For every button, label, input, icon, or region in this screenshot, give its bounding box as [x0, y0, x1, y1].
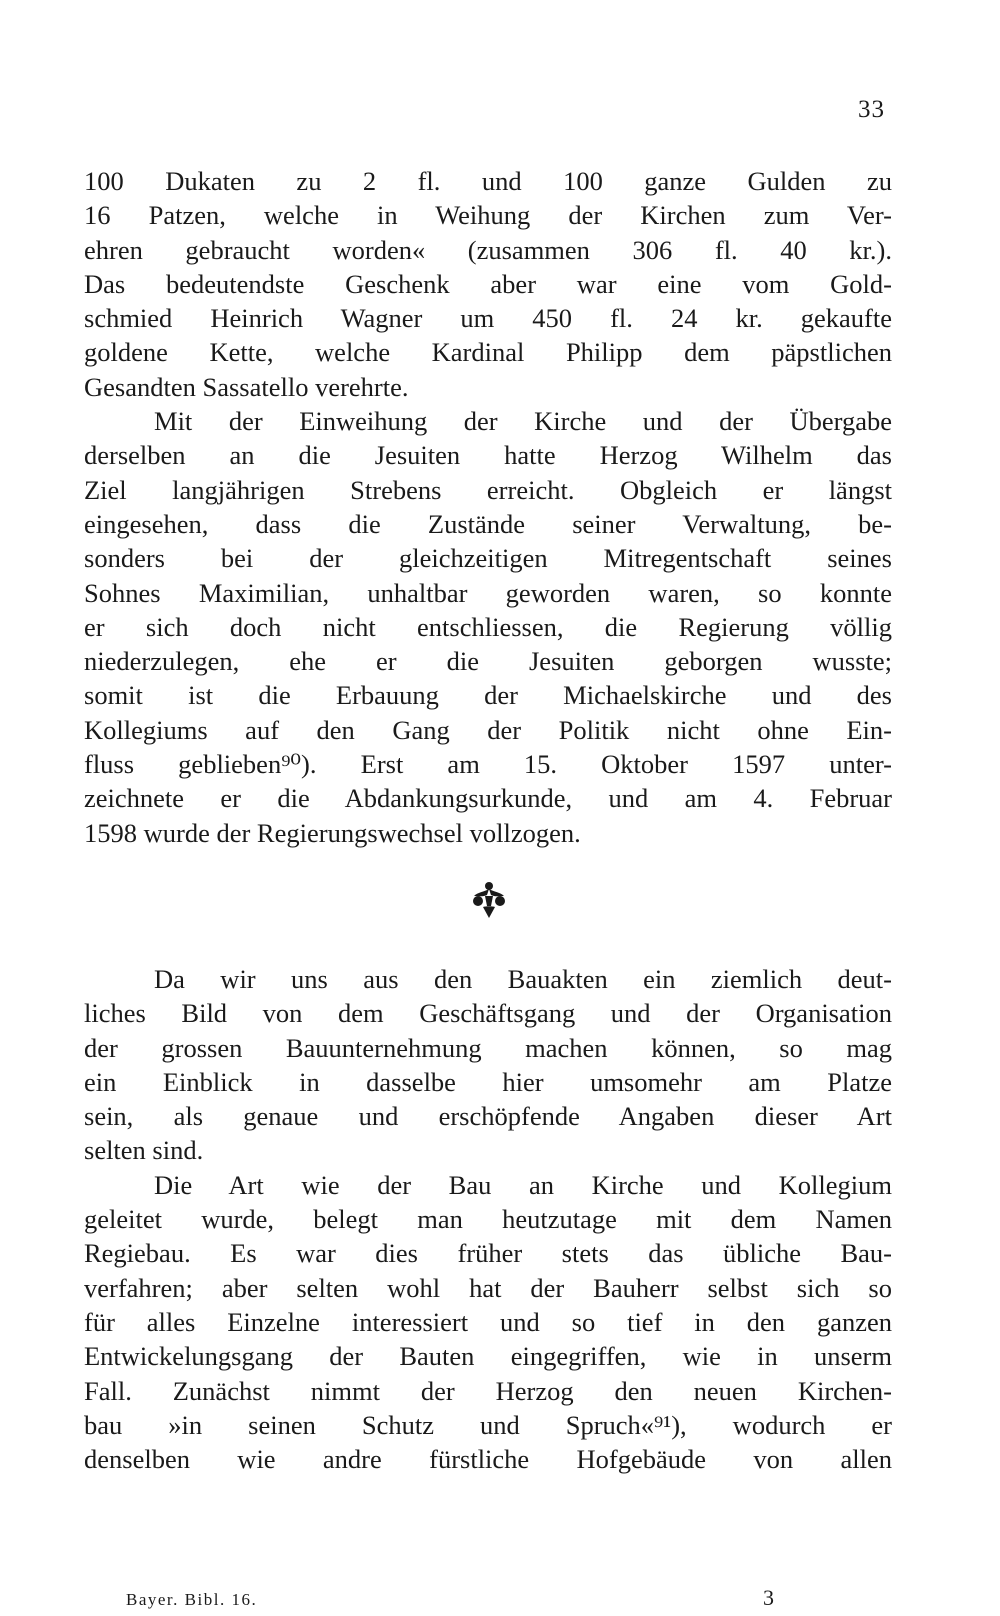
text-line: Regiebau. Es war dies früher stets das übliche Bau- [84, 1238, 892, 1269]
text-line: er sich doch nicht entschliessen, die Regierung völlig [84, 611, 892, 642]
text-line: bau »in seinen Schutz und Spruch«⁹¹), wodurch er [84, 1409, 892, 1440]
text-line: der grossen Bauunternehmung machen können, so mag [84, 1032, 892, 1063]
text-line: ehren gebraucht worden« (zusammen 306 fl. 40 kr.). [84, 234, 892, 265]
text-line: geleitet wurde, belegt man heutzutage mit dem Namen [84, 1204, 892, 1235]
text-line: schmied Heinrich Wagner um 450 fl. 24 kr. gekaufte [84, 303, 892, 334]
text-line: sein, als genaue und erschöpfende Angaben dieser Art [84, 1101, 892, 1132]
text-line: verfahren; aber selten wohl hat der Bauherr selbst sich so [84, 1272, 892, 1303]
footer-signature: Bayer. Bibl. 16. [126, 1590, 258, 1609]
text-line: ein Einblick in dasselbe hier umsomehr am Platze [84, 1066, 892, 1097]
text-line: Mit der Einweihung der Kirche und der Übergabe [154, 406, 892, 437]
text-line: fluss geblieben⁹⁰). Erst am 15. Oktober 1597 unter- [84, 749, 892, 780]
text-line: für alles Einzelne interessiert und so tief in den ganzen [84, 1306, 892, 1337]
text-line: derselben an die Jesuiten hatte Herzog Wilhelm das [84, 440, 892, 471]
page-number: 33 [858, 96, 885, 123]
text-line: Die Art wie der Bau an Kirche und Kollegium [154, 1169, 892, 1200]
text-line: Entwickelungsgang der Bauten eingegriffen, wie in unserm [84, 1341, 892, 1372]
text-line: denselben wie andre fürstliche Hofgebäude von allen [84, 1444, 892, 1475]
text-block-1 [84, 164, 892, 850]
text-line: Gesandten Sassatello verehrte. [84, 371, 409, 402]
text-line: 16 Patzen, welche in Weihung der Kirchen zum Ver- [84, 200, 892, 231]
text-line: zeichnete er die Abdankungsurkunde, und am 4. Februar [84, 783, 892, 814]
fleuron-icon [470, 880, 508, 920]
text-line: Das bedeutendste Geschenk aber war eine vom Gold- [84, 268, 892, 299]
text-line: Da wir uns aus den Bauakten ein ziemlich deut- [154, 964, 892, 994]
text-line: Sohnes Maximilian, unhaltbar geworden waren, so konnte [84, 577, 892, 608]
text-line: goldene Kette, welche Kardinal Philipp dem päpstlichen [84, 337, 892, 368]
text-line: niederzulegen, ehe er die Jesuiten geborgen wusste; [84, 646, 892, 677]
footer-sheet-number: 3 [763, 1585, 774, 1610]
text-line: 1598 wurde der Regierungswechsel vollzogen. [84, 817, 581, 848]
text-line: liches Bild von dem Geschäftsgang und der Organisation [84, 998, 892, 1029]
text-line: eingesehen, dass die Zustände seiner Verwaltung, be- [84, 508, 892, 539]
text-block-2 [84, 962, 892, 1476]
text-line: selten sind. [84, 1135, 204, 1166]
text-line: Ziel langjährigen Strebens erreicht. Obgleich er längst [84, 474, 892, 505]
text-line: somit ist die Erbauung der Michaelskirche und des [84, 680, 892, 711]
text-line: Fall. Zunächst nimmt der Herzog den neuen Kirchen- [84, 1375, 892, 1406]
text-line: Kollegiums auf den Gang der Politik nicht ohne Ein- [84, 714, 892, 745]
text-line: 100 Dukaten zu 2 fl. und 100 ganze Gulden zu [84, 166, 892, 196]
text-line: sonders bei der gleichzeitigen Mitregentschaft seines [84, 543, 892, 574]
